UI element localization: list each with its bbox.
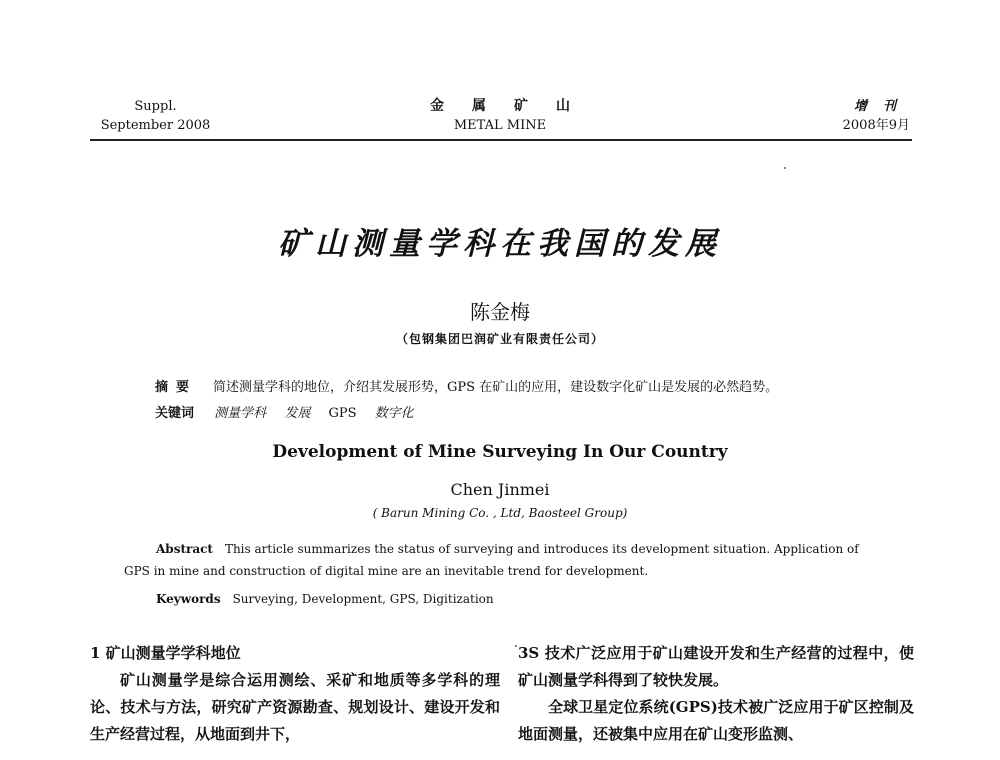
body-paragraph: 矿山测量学是综合运用测绘、采矿和地质等多学科的理论、技术与方法，研究矿产资源勘查、规划设计、建设开发和生产经营过程，从地面到井下，	[90, 671, 500, 743]
scan-speck	[515, 645, 517, 647]
keywords-en-text: Surveying, Development, GPS, Digitization	[232, 592, 494, 606]
abstract-zh	[155, 376, 778, 395]
body-paragraph: 3S 技术广泛应用于矿山建设开发和生产经营的过程中，使矿山测量学科得到了较快发展。	[518, 644, 914, 689]
affiliation-en: ( Barun Mining Co. , Ltd, Baosteel Group)	[372, 506, 628, 520]
header-journal-zh: 金属矿山	[430, 98, 598, 114]
body-column-left	[90, 640, 500, 748]
section-heading: 1 矿山测量学学科地位	[90, 644, 241, 662]
keyword-zh: GPS	[328, 406, 357, 421]
keyword-zh: 数字化	[374, 406, 414, 421]
author-en: Chen Jinmei	[450, 480, 550, 499]
keywords-en	[156, 592, 494, 606]
header-date-zh: 2008年9月	[842, 118, 910, 133]
header-suppl: Suppl.	[134, 99, 177, 114]
paper-title-en: Development of Mine Surveying In Our Country	[272, 442, 728, 462]
body-paragraph: 全球卫星定位系统(GPS)技术被广泛应用于矿区控制及地面测量，还被集中应用在矿山变形监测、	[518, 698, 914, 743]
header-center	[380, 97, 620, 135]
header-left	[93, 97, 218, 135]
body-column-right	[518, 640, 914, 748]
header-rule	[90, 139, 912, 141]
affiliation-zh: （包钢集团巴润矿业有限责任公司）	[395, 332, 604, 346]
abstract-en-label: Abstract	[156, 542, 213, 556]
scan-speck	[784, 167, 786, 169]
header-suppl-zh: 增刊	[853, 99, 912, 114]
keywords-zh	[155, 402, 428, 421]
author-zh: 陈金梅	[470, 300, 530, 324]
header-right	[790, 97, 910, 135]
header-journal-en: METAL MINE	[453, 118, 547, 133]
keywords-en-label: Keywords	[156, 592, 221, 606]
abstract-zh-label: 摘要	[155, 380, 198, 395]
abstract-en	[124, 538, 884, 582]
paper-title-zh: 矿山测量学科在我国的发展	[278, 226, 722, 262]
keyword-zh: 发展	[284, 406, 311, 421]
abstract-en-text: This article summarizes the status of surveying and introduces its development situation. Application of GPS in mine and construction of digital mine are an inevitable trend for development.	[124, 542, 859, 578]
keywords-zh-label: 关键词	[155, 406, 195, 421]
keyword-zh: 测量学科	[214, 406, 267, 421]
header-date-en: September 2008	[100, 118, 211, 133]
abstract-zh-text: 简述测量学科的地位，介绍其发展形势，GPS 在矿山的应用，建设数字化矿山是发展的必然趋势。	[213, 380, 779, 395]
